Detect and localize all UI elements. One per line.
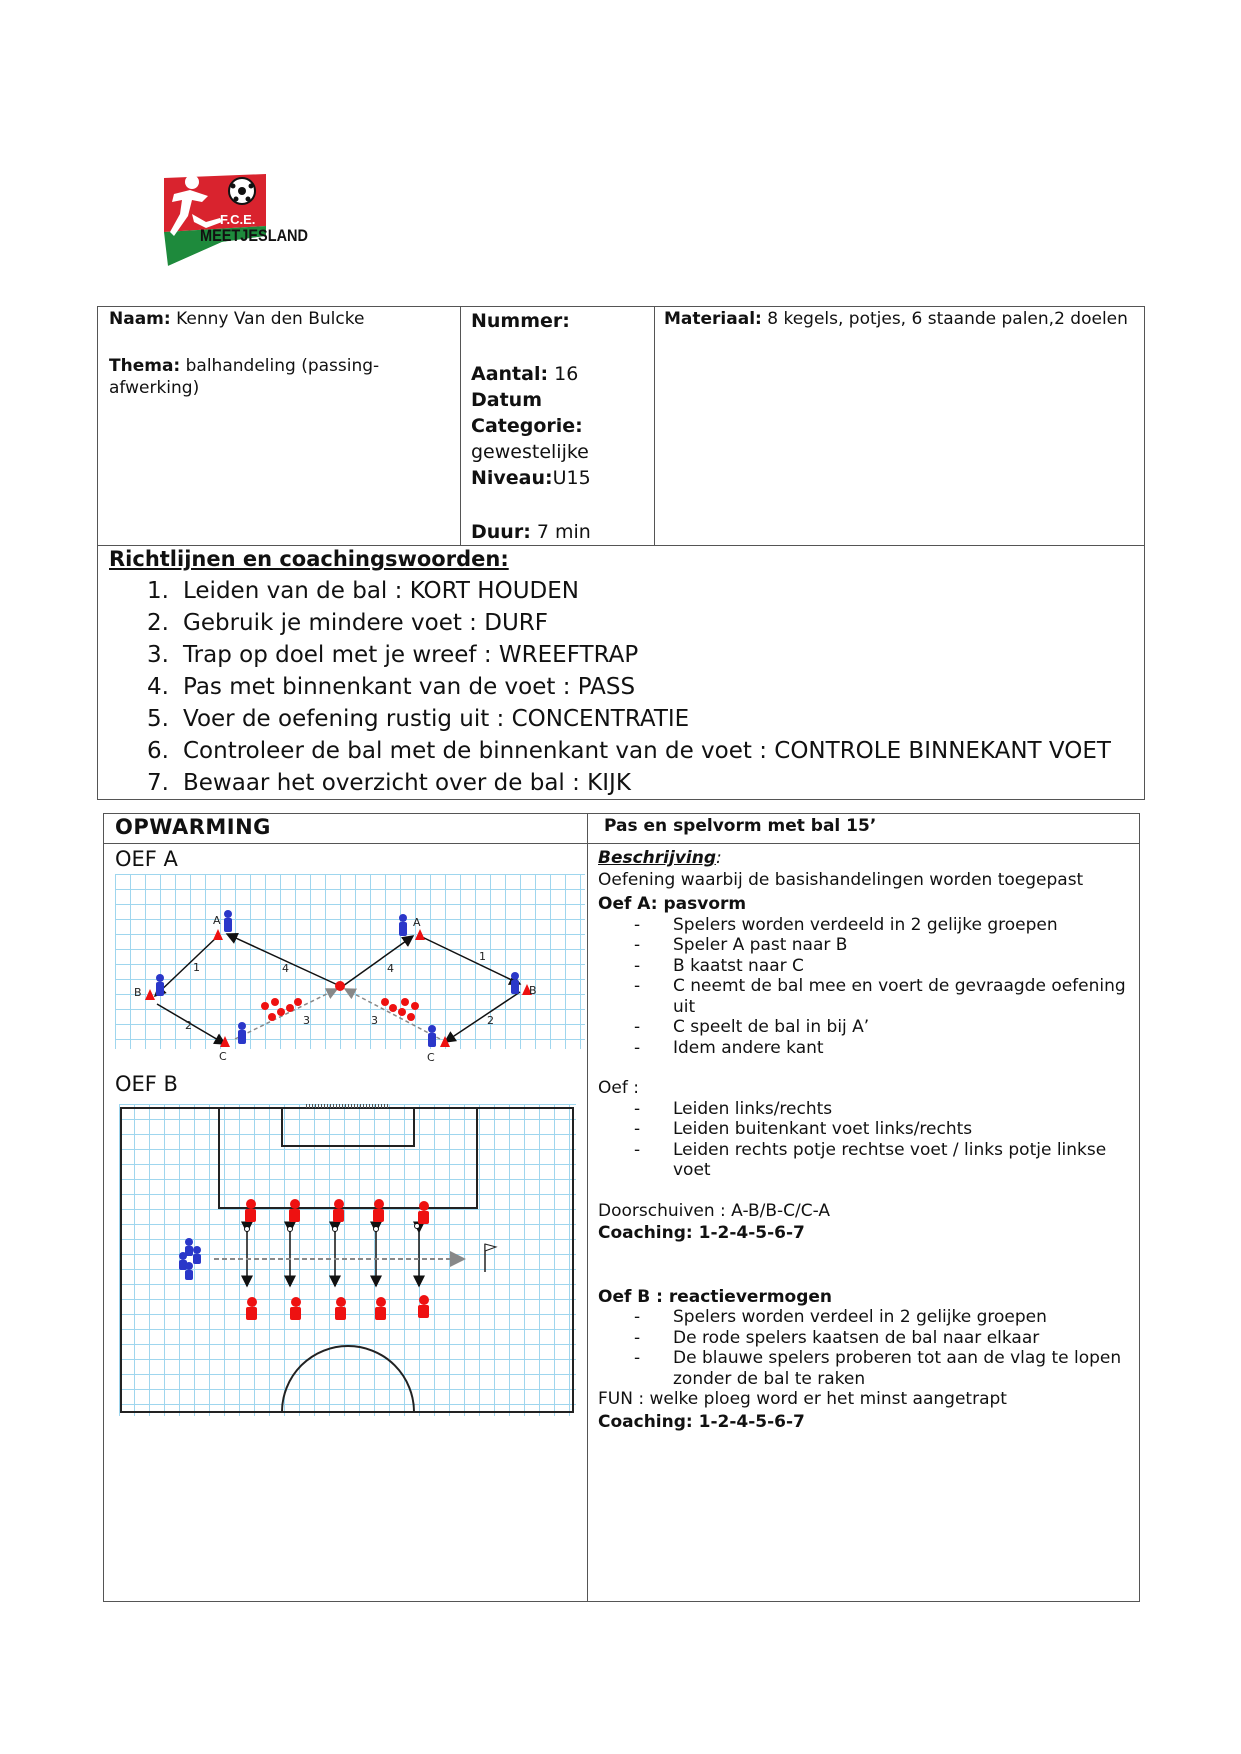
duration-field — [471, 519, 591, 545]
category-label: Categorie: — [471, 415, 583, 437]
list-item: - De rode spelers kaatsen de bal naar elkaar — [634, 1327, 1040, 1348]
material-field — [664, 308, 1139, 330]
duration-label: Duur: — [471, 521, 531, 543]
diagram-a-label-b1: B — [134, 986, 142, 999]
name-label: Naam: — [109, 309, 171, 329]
warmup-heading: OPWARMING — [115, 815, 271, 839]
oef-a-list — [598, 915, 1133, 1059]
level-value: U15 — [552, 467, 591, 489]
oef-a-title: Oef A: pasvorm — [598, 894, 747, 914]
oef-a-label: OEF A — [115, 847, 178, 871]
count-label: Aantal: — [471, 363, 549, 385]
guideline-item: 1. Leiden van de bal : KORT HOUDEN — [147, 578, 579, 604]
list-item: - Spelers worden verdeeld in 2 gelijke groepen — [634, 914, 1058, 935]
diagram-oef-b — [119, 1104, 576, 1416]
list-item: - Idem andere kant — [634, 1037, 824, 1058]
level-label: Niveau: — [471, 467, 553, 489]
list-item: - Leiden rechts potje rechtse voet / links potje linkse voet — [634, 1139, 1107, 1180]
warmup-table — [103, 813, 1140, 1602]
guideline-item: 2. Gebruik je mindere voet : DURF — [147, 610, 548, 636]
name-field — [109, 308, 449, 330]
duration-value: 7 min — [536, 521, 591, 543]
warmup-right-heading: Pas en spelvorm met bal 15’ — [604, 816, 877, 836]
theme-value-2: afwerking) — [109, 378, 200, 398]
description-text: Oefening waarbij de basishandelingen worden toegepast — [598, 869, 1084, 890]
diagram-a-n2b: 2 — [487, 1014, 494, 1027]
theme-label: Thema: — [109, 356, 181, 376]
guideline-item: 6. Controleer de bal met de binnenkant van de voet : CONTROLE BINNEKANT VOET — [147, 738, 1111, 764]
diagram-a-label-c2: C — [427, 1051, 435, 1064]
rotation-text: Doorschuiven : A-B/B-C/C-A — [598, 1200, 831, 1221]
logo-text-fce: F.C.E. — [220, 212, 256, 227]
oef-list — [598, 1099, 1133, 1181]
diagram-a-n4a: 4 — [282, 962, 289, 975]
name-value: Kenny Van den Bulcke — [176, 309, 365, 329]
diagram-a-n3b: 3 — [371, 1014, 378, 1027]
guidelines-list — [132, 575, 1111, 799]
diagram-a-n1a: 1 — [193, 961, 200, 974]
date-label: Datum — [471, 389, 542, 411]
theme-field — [109, 355, 449, 399]
oef-b-label: OEF B — [115, 1072, 178, 1096]
diagram-a-n1b: 1 — [479, 950, 486, 963]
count-value: 16 — [554, 363, 579, 385]
fun-text: FUN : welke ploeg word er het minst aangetrapt — [598, 1389, 1007, 1409]
lesson-info-table — [97, 306, 1145, 800]
material-label: Materiaal: — [664, 309, 762, 329]
guideline-item: 5. Voer de oefening rustig uit : CONCENTRATIE — [147, 706, 690, 732]
coaching-b: Coaching: 1-2-4-5-6-7 — [598, 1411, 805, 1432]
guideline-item: 4. Pas met binnenkant van de voet : PASS — [147, 674, 636, 700]
diagram-oef-a — [115, 874, 585, 1064]
diagram-a-label-c1: C — [219, 1050, 227, 1063]
diagram-a-n4b: 4 — [387, 962, 394, 975]
guideline-item: 3. Trap op doel met je wreef : WREEFTRAP — [147, 642, 639, 668]
category-value: gewestelijke — [471, 441, 589, 463]
list-item: - Spelers worden verdeel in 2 gelijke groepen — [634, 1307, 1047, 1327]
list-item: - Speler A past naar B — [634, 935, 848, 955]
list-item: - Leiden buitenkant voet links/rechts — [634, 1119, 973, 1139]
diagram-a-n2a: 2 — [185, 1019, 192, 1032]
list-item: - B kaatst naar C — [634, 955, 804, 976]
guidelines-title: Richtlijnen en coachingswoorden: — [109, 547, 509, 571]
list-item: - Leiden links/rechts — [634, 1098, 833, 1119]
logo-text-meetjesland: MEETJESLAND — [200, 226, 308, 245]
list-item: - De blauwe spelers proberen tot aan de vlag te lopen zonder de bal te raken — [634, 1348, 1122, 1389]
guideline-item: 7. Bewaar het overzicht over de bal : KIJK — [147, 770, 631, 796]
coaching-a: Coaching: 1-2-4-5-6-7 — [598, 1223, 805, 1243]
diagram-a-n3a: 3 — [303, 1014, 310, 1027]
number-label: Nummer: — [471, 310, 570, 332]
oef-b-title: Oef B : reactievermogen — [598, 1286, 833, 1307]
diagram-a-label-a1: A — [213, 914, 221, 927]
description-panel — [598, 848, 1133, 1432]
oef-label: Oef : — [598, 1078, 639, 1098]
details-field — [471, 361, 646, 491]
oef-b-list — [598, 1307, 1133, 1389]
diagram-a-label-a2: A — [413, 916, 421, 929]
club-logo — [162, 170, 310, 270]
material-value: 8 kegels, potjes, 6 staande palen,2 doelen — [767, 309, 1128, 329]
diagram-a-label-b2: B — [529, 984, 537, 997]
list-item: - C neemt de bal mee en voert de gevraagde oefening uit — [634, 976, 1126, 1017]
list-item: - C speelt de bal in bij A’ — [634, 1017, 870, 1037]
theme-value: balhandeling (passing- — [185, 356, 380, 376]
description-title: Beschrijving: — [598, 848, 722, 868]
number-field — [471, 308, 570, 334]
